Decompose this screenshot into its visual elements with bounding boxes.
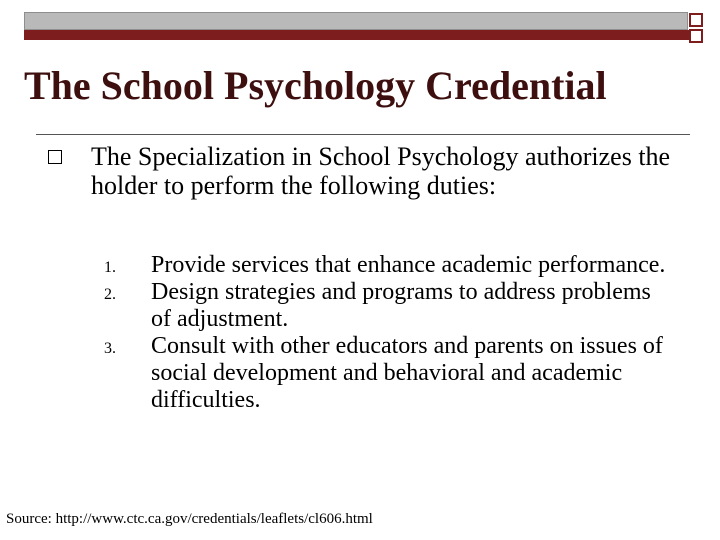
list-item — [0, 333, 720, 414]
hollow-square-bullet-icon — [48, 150, 62, 164]
duty-number: 3. — [104, 340, 116, 357]
duty-number: 2. — [104, 286, 116, 303]
duty-list — [0, 252, 720, 414]
duty-number: 1. — [104, 259, 116, 276]
list-item — [0, 279, 720, 333]
duty-text: Consult with other educators and parents on issues of social development and behavioral and academic difficulties. — [151, 333, 663, 413]
title-divider — [36, 134, 690, 135]
intro-text: The Specialization in School Psychology authorizes the holder to perform the following duties: — [91, 142, 671, 200]
duty-text: Design strategies and programs to address problems of adjustment. — [151, 279, 651, 332]
corner-square-icon — [689, 13, 703, 27]
list-item — [0, 252, 720, 279]
duty-text: Provide services that enhance academic performance. — [151, 252, 666, 278]
header-decorative-bar — [24, 12, 688, 30]
header-accent-rule — [24, 30, 690, 40]
source-citation: Source: http://www.ctc.ca.gov/credentials/leaflets/cl606.html — [6, 511, 373, 527]
corner-square-icon — [689, 29, 703, 43]
slide-title: The School Psychology Credential — [24, 63, 607, 108]
